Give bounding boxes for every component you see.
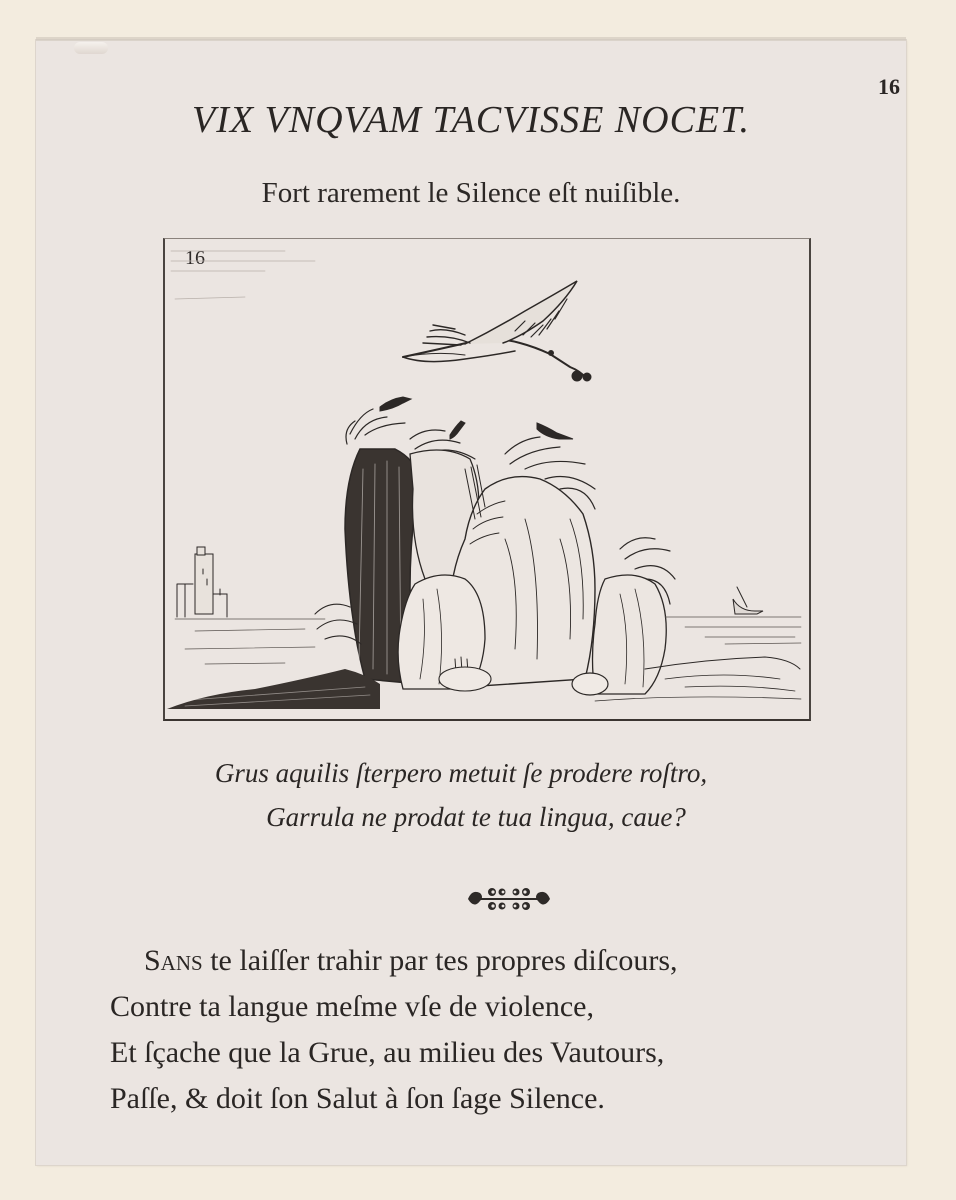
french-verse-line-4: Paſſe, & doit ſon Salut à ſon ſage Silence. [110, 1082, 605, 1115]
sailboat [733, 587, 763, 614]
french-verse-line-2: Contre ta langue meſme vſe de violence, [110, 990, 594, 1023]
etched-plate [163, 238, 811, 721]
french-verse-line-1-rest: te laiſſer trahir par tes propres diſcours, [202, 944, 678, 977]
perched-birds [380, 397, 573, 439]
paper-crease [74, 42, 108, 54]
french-verse-lead-word: Sans [144, 944, 203, 977]
latin-motto: VIX VNQVAM TACVISSE NOCET. [192, 99, 750, 141]
latin-verse-line-2: Garrula ne prodat te tua lingua, caue? [266, 802, 686, 832]
page-number: 16 [878, 74, 900, 99]
etching-illustration [165, 239, 809, 719]
latin-verse-line-1: Grus aquilis ſterpero metuit ſe prodere roſtro, [214, 758, 708, 788]
ruined-tower [177, 547, 227, 617]
french-subtitle: Fort rarement le Silence eſt nuiſible. [261, 177, 681, 209]
french-verse-line-3: Et ſçache que la Grue, au milieu des Vautours, [110, 1036, 665, 1069]
plate-number: 16 [185, 247, 205, 269]
crane-figure [403, 281, 591, 381]
print-sheet [36, 40, 906, 1165]
french-verse-line-1 [144, 944, 678, 978]
fleuron-ornament-icon [464, 883, 554, 915]
